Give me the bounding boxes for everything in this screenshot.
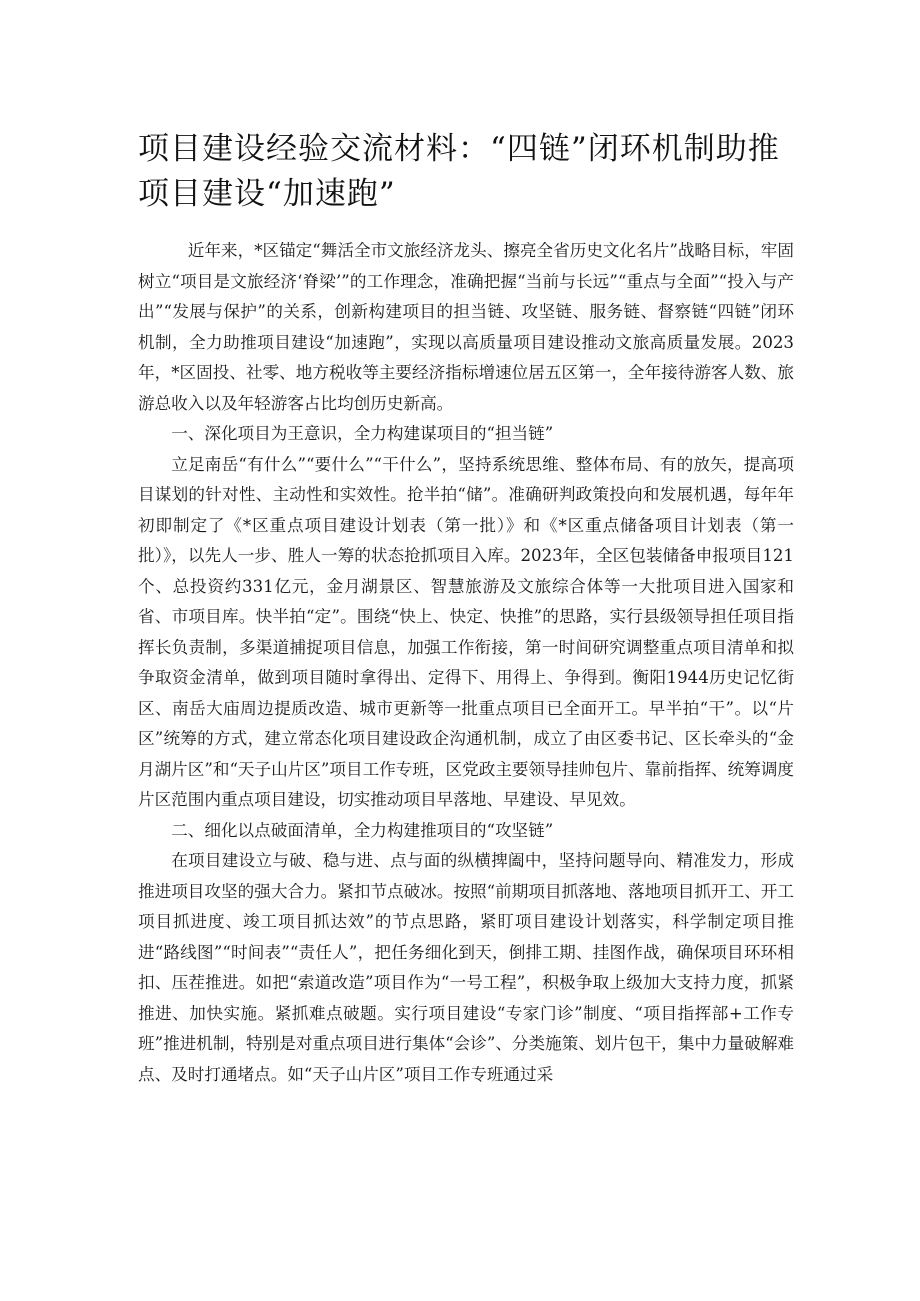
section-heading-1: 一、深化项目为王意识，全力构建谋项目的“担当链” bbox=[171, 424, 554, 443]
document-title: 项目建设经验交流材料：“四链”闭环机制助推项目建设“加速跑” bbox=[138, 131, 780, 212]
intro-paragraph: 近年来，*区锚定“舞活全市文旅经济龙头、擦亮全省历史文化名片”战略目标，牢固树立“项目是文旅经济‘脊梁’”的工作理念，准确把握“当前与长远”“重点与全面”“投入与产出”“发展与保护”的关系，创新构建项目的担当链、攻坚链、服务链、督察链“四链”闭环机制，全力助推项目建设“加速跑”，实现以高质量项目建设推动文旅高质量发展。2023年，*区固投、社零、地方税收等主要经济指标增速位居五区第一，全年接待游客人数、旅游总收入以及年轻游客占比均创历史新高。 bbox=[138, 241, 794, 413]
body-paragraph-1: 立足南岳“有什么”“要什么”“干什么”，坚持系统思维、整体布局、有的放矢，提高项目谋划的针对性、主动性和实效性。抢半拍“储”。准确研判政策投向和发展机遇，每年年初即制定了《*区重点项目建设计划表（第一批）》和《*区重点储备项目计划表（第一批）》，以先人一步、胜人一筹的状态抢抓项目入库。2023年，全区包装储备申报项目121个、总投资约331亿元，金月湖景区、智慧旅游及文旅综合体等一大批项目进入国家和省、市项目库。快半拍“定”。围绕“快上、快定、快推”的思路，实行县级领导担任项目指挥长负责制，多渠道捕捉项目信息，加强工作衔接，第一时间研究调整重点项目清单和拟争取资金清单，做到项目随时拿得出、定得下、用得上、争得到。衡阳1944历史记忆街区、南岳大庙周边提质改造、城市更新等一批重点项目已全面开工。早半拍“干”。以“片区”统筹的方式，建立常态化项目建设政企沟通机制，成立了由区委书记、区长牵头的“金月湖片区”和“天子山片区”项目工作专班，区党政主要领导挂帅包片、靠前指挥、统筹调度片区范围内重点项目建设，切实推动项目早落地、早建设、早见效。 bbox=[138, 454, 795, 809]
body-paragraph-2: 在项目建设立与破、稳与进、点与面的纵横捭阖中，坚持问题导向、精准发力，形成推进项目攻坚的强大合力。紧扣节点破冰。按照“前期项目抓落地、落地项目抓开工、开工项目抓进度、竣工项目抓达效”的节点思路，紧盯项目建设计划落实，科学制定项目推进“路线图”“时间表”“责任人”，把任务细化到天，倒排工期、挂图作战，确保项目环环相扣、压茬推进。如把“索道改造”项目作为“一号工程”，积极争取上级加大支持力度，抓紧推进、加快实施。紧抓难点破题。实行项目建设“专家门诊”制度、“项目指挥部+工作专班”推进机制，特别是对重点项目进行集体“会诊”、分类施策、划片包干，集中力量破解难点、及时打通堵点。如“天子山片区”项目工作专班通过采 bbox=[138, 851, 795, 1084]
document-body bbox=[138, 236, 794, 1090]
section-heading-2: 二、细化以点破面清单，全力构建推项目的“攻坚链” bbox=[171, 820, 554, 840]
